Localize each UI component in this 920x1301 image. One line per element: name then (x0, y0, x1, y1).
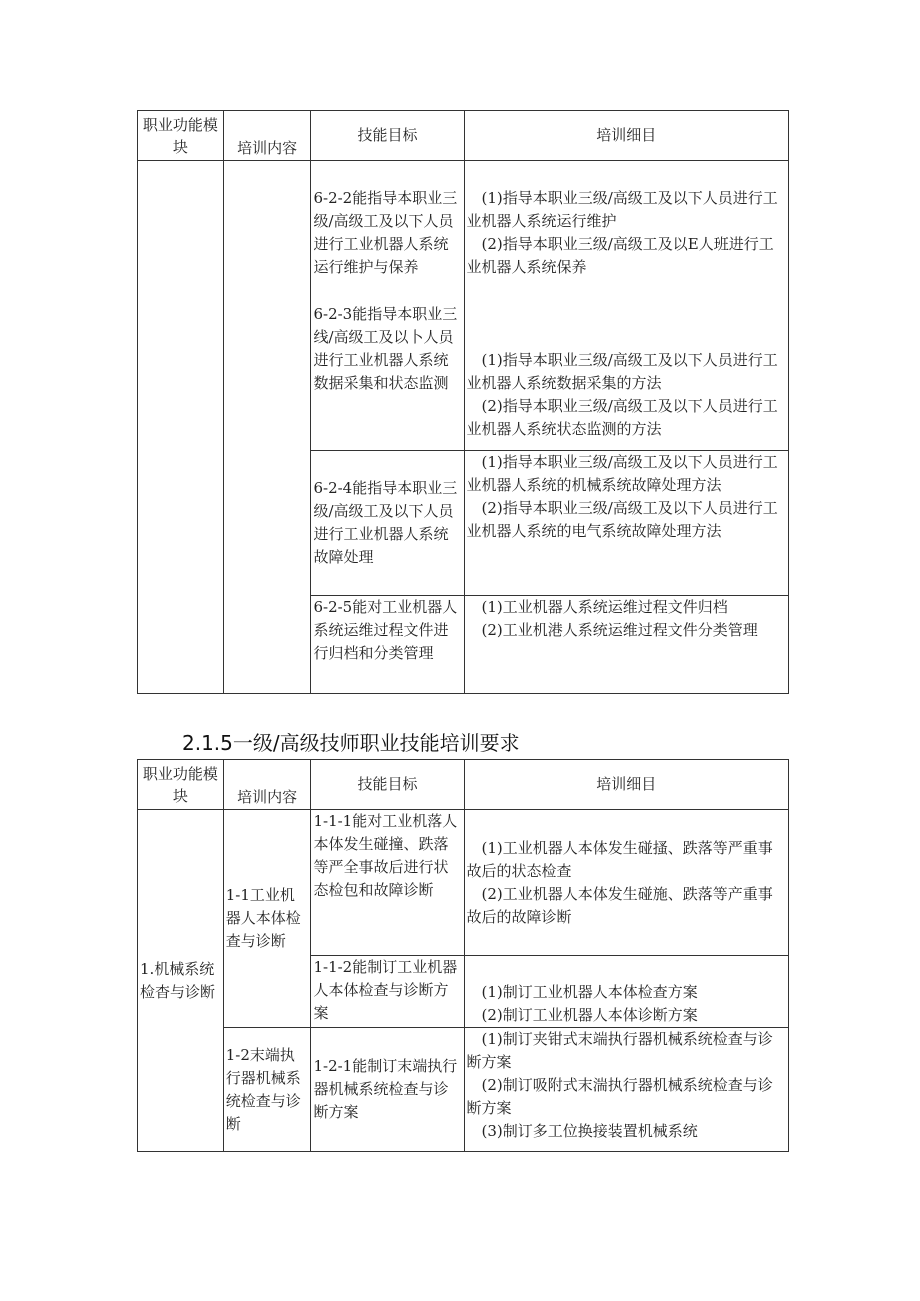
detail-item: (1)指导本职业三级/高级工及以下人员进行工业机器人系统运行维护 (466, 189, 778, 230)
goal-text: 1-1-1能对工业机落人本体发生碰撞、跌落等严全事故后进行状态检包和故障诊断 (313, 812, 458, 899)
detail-cell (464, 161, 789, 451)
header-module-line2: 块 (172, 786, 188, 805)
goal-text: 1-1-2能制订工业机器人本体检查与诊断方案 (313, 958, 458, 1022)
goal-text: 6-2-3能指导本职业三线/高级工及以卜人员进行工业机器人系统数据采集和状态监测 (313, 305, 458, 392)
detail-item: (1)制订夹钳式末端执行器机械系统检查与诊断方案 (466, 1030, 773, 1071)
detail-item: (2)指导本职业三级/高级工及以下人员进行工业机器人系统状态监测的方法 (466, 397, 778, 438)
detail-cell (464, 1028, 789, 1152)
content-cell: 1-2末端执行器机械系统检查与诊断 (223, 1028, 311, 1152)
header-module-line1: 职业功能模 (142, 764, 218, 783)
detail-item: (1)指导本职业三级/高级工及以下人员进行工业机器人系统数据采集的方法 (466, 351, 778, 392)
detail-cell (464, 596, 789, 694)
header-content: 培训内容 (223, 760, 311, 810)
detail-item: (2)制订吸附式末湍执行器机械系统检查与诊断方案 (466, 1076, 773, 1117)
detail-item: (1)工业机器人系统运维过程文件归档 (481, 598, 728, 616)
detail-cell (464, 956, 789, 1028)
section-heading: 2.1.5一级/高级技师职业技能培训要求 (182, 731, 520, 755)
content-cell-empty (223, 161, 311, 694)
goal-text: 1-2-1能制订末端执行器机械系统检查与诊断方案 (313, 1057, 458, 1121)
goal-cell (311, 596, 464, 694)
goal-cell (311, 1028, 464, 1152)
goal-cell (311, 161, 464, 451)
header-goal: 技能目标 (311, 760, 464, 810)
detail-item: (1)制订工业机器人本体检查方案 (481, 983, 698, 1001)
header-detail: 培训细目 (464, 760, 789, 810)
detail-item: (2)指导本职业三级/高级工及以E人班进行工业机器人系统保养 (466, 235, 774, 276)
goal-cell (311, 810, 464, 956)
header-content: 培训内容 (223, 111, 311, 161)
module-cell: 1.机械系统检杳与诊断 (138, 810, 224, 1152)
header-detail: 培训细目 (464, 111, 789, 161)
goal-text: 6-2-5能对工业机器人系统运维过程文件进行归档和分类管理 (313, 598, 458, 662)
goal-cell (311, 451, 464, 596)
header-module (138, 111, 224, 161)
header-module (138, 760, 224, 810)
detail-item: (1)工业机器人本体发生碰搔、跌落等严重事故后的状态检查 (466, 838, 773, 880)
detail-cell (464, 451, 789, 596)
detail-item: (1)指导本职业三级/高级工及以下人员进行工业机器人系统的机械系统故障处理方法 (466, 453, 778, 494)
training-table-upper (137, 110, 789, 694)
header-module-line1: 职业功能模 (142, 115, 218, 134)
detail-item: (2)工业机器人本体发生碰施、跌落等产重事故后的故障诊断 (466, 884, 773, 926)
goal-text: 6-2-2能指导本职业三级/高级工及以下人员进行工业机器人系统运行维护与保养 (313, 189, 458, 276)
module-cell-empty (138, 161, 224, 694)
detail-item: (3)制订多工位换接装置机械系统 (481, 1122, 698, 1140)
detail-item: (2)工业机港人系统运维过程文件分类管理 (481, 621, 758, 639)
goal-text: 6-2-4能指导本职业三级/高级工及以下人员进行工业机器人系统故障处理 (313, 479, 458, 566)
detail-item: (2)制订工业机器人本体诊断方案 (481, 1006, 698, 1024)
detail-item: (2)指导本职业三级/高级工及以下人员进行工业机器人系统的电气系统故障处理方法 (466, 499, 778, 540)
detail-cell (464, 810, 789, 956)
header-module-line2: 块 (172, 137, 188, 156)
training-table-lower (137, 759, 789, 1152)
header-goal: 技能目标 (311, 111, 464, 161)
goal-cell (311, 956, 464, 1028)
content-cell: 1-1工业机器人本体检查与诊断 (223, 810, 311, 1028)
